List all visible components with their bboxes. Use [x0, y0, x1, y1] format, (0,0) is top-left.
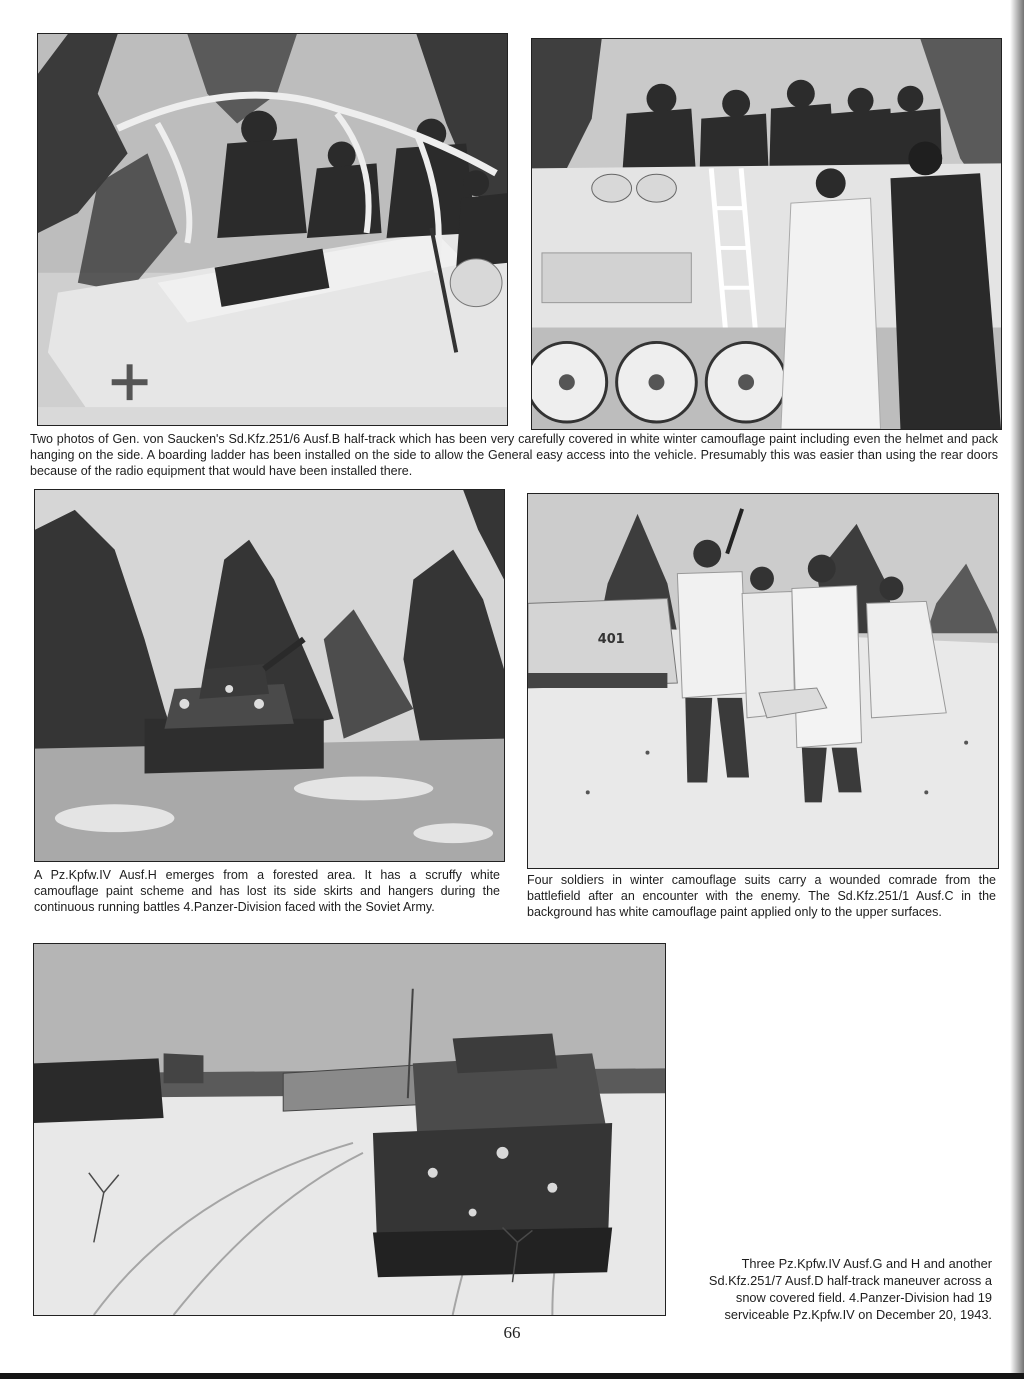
photo-halftrack-crew-closeup — [37, 33, 508, 426]
photo-tank-forest — [34, 489, 505, 862]
caption-bottom: Three Pz.Kpfw.IV Ausf.G and H and another Sd.Kfz.251/7 Ausf.D half-track maneuver across a snow covered field. 4.Panzer-Division had 19 serviceable Pz.Kpfw.IV on December 20, 1943. — [708, 1256, 992, 1322]
tank-forest-image — [35, 490, 504, 861]
caption-middle-left: A Pz.Kpfw.IV Ausf.H emerges from a forested area. It has a scruffy white camouflage paint scheme and has lost its side skirts and hangers during the continuous running battles 4.Panzer-Division faced with the Soviet Army. — [34, 868, 500, 914]
photo-soldiers-carrying-wounded — [527, 493, 999, 869]
page-edge-shadow — [1010, 0, 1024, 1379]
caption-middle-right: Four soldiers in winter camouflage suits carry a wounded comrade from the battlefield after an encounter with the enemy. The Sd.Kfz.251/1 Ausf.C in the background has white camouflage paint applied only to the upper surfaces. — [527, 873, 996, 919]
photo-halftrack-side-ladder — [531, 38, 1002, 430]
caption-top: Two photos of Gen. von Saucken's Sd.Kfz.251/6 Ausf.B half-track which has been very carefully covered in white winter camouflage paint including even the helmet and pack hanging on the side. A boarding ladder has been installed on the side to allow the General easy access into the vehicle. Presumably this was easier than using the rear doors because of the radio equipment that would have been installed there. — [30, 432, 998, 478]
page-number: 66 — [503, 1323, 521, 1342]
soldiers-carrying-wounded-image — [528, 494, 998, 868]
page-bottom-edge — [0, 1373, 1024, 1379]
halftrack-crew-closeup-image — [38, 34, 507, 425]
halftrack-side-ladder-image — [532, 39, 1001, 429]
tanks-snow-field-image — [34, 944, 665, 1315]
vehicle-marking: 401 — [597, 632, 625, 648]
photo-tanks-snow-field — [33, 943, 666, 1316]
